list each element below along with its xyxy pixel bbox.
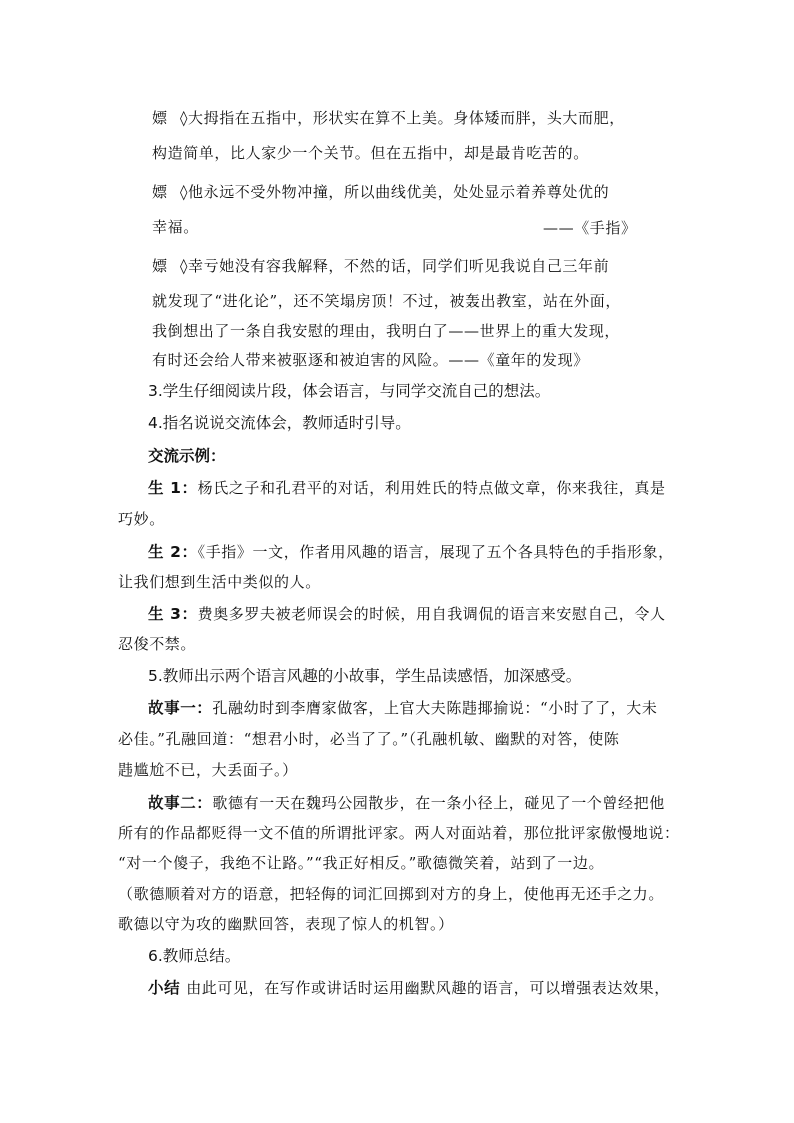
quote-line: 有时还会给人带来被驱逐和被迫害的风险。——《童年的发现》 <box>152 351 589 369</box>
student-label: 生 2： <box>148 543 198 561</box>
quote-marker: 嫖 <box>152 257 168 275</box>
story-1-cont: 必佳。”孔融回道：“想君小时，必当了了。”（孔融机敏、幽默的对答，使陈 <box>118 730 620 748</box>
quote-line: 嫖 ◊他永远不受外物冲撞，所以曲线优美，处处显示着养尊处优的 <box>152 183 610 201</box>
student-label: 生 3： <box>148 605 198 623</box>
quote-line: 我倒想出了一条自我安慰的理由，我明白了——世界上的重大发现， <box>152 322 621 340</box>
step-4: 4.指名说说交流体会，教师适时引导。 <box>148 414 411 432</box>
student-answer: 生 3：费奥多罗夫被老师误会的时候，用自我调侃的语言来安慰自己，令人 <box>148 605 666 623</box>
story-2-cont: 所有的作品都贬得一文不值的所谓批评家。两人对面站着，那位批评家傲慢地说： <box>118 824 680 842</box>
student-label: 生 1： <box>148 479 198 497</box>
quote-source: ——《手指》 <box>543 219 637 237</box>
step-5: 5.教师出示两个语言风趣的小故事，学生品读感悟，加深感受。 <box>148 667 582 685</box>
quote-line: 嫖 ◊大拇指在五指中，形状实在算不上美。身体矮而胖，头大而肥， <box>152 109 625 127</box>
story-1-cont: 韪尴尬不已，大丢面子。） <box>118 761 298 779</box>
quote-marker: 嫖 <box>152 109 168 127</box>
student-answer: 生 1：杨氏之子和孔君平的对话，利用姓氏的特点做文章，你来我往，真是 <box>148 479 666 497</box>
quote-marker: 嫖 <box>152 183 168 201</box>
story-2-cont: 歌德以守为攻的幽默回答，表现了惊人的机智。） <box>118 915 454 933</box>
student-answer-cont: 巧妙。 <box>118 510 165 528</box>
summary: 小结 由此可见，在写作或讲话时运用幽默风趣的语言，可以增强表达效果， <box>148 979 670 997</box>
student-answer: 生 2：《手指》一文，作者用风趣的语言，展现了五个各具特色的手指形象， <box>148 543 674 561</box>
story-1: 故事一：孔融幼时到李膺家做客，上官大夫陈韪揶揄说：“小时了了，大未 <box>148 699 658 717</box>
student-answer-cont: 忍俊不禁。 <box>118 635 197 653</box>
quote-line: 幸福。 <box>152 218 199 236</box>
student-answer-cont: 让我们想到生活中类似的人。 <box>118 573 321 591</box>
quote-line: 嫖 ◊幸亏她没有容我解释，不然的话，同学们听见我说自己三年前 <box>152 257 610 275</box>
step-6: 6.教师总结。 <box>148 947 241 965</box>
example-heading: 交流示例： <box>148 447 226 465</box>
story-2-cont: （歌德顺着对方的语意，把轻侮的词汇回掷到对方的身上，使他再无还手之力。 <box>118 885 665 903</box>
quote-line: 构造简单，比人家少一个关节。但在五指中，却是最肯吃苦的。 <box>152 144 589 162</box>
step-3: 3.学生仔细阅读片段，体会语言，与同学交流自己的想法。 <box>148 382 551 400</box>
story-label: 故事一： <box>148 699 213 717</box>
quote-line: 就发现了“进化论”，还不笑塌房顶！不过，被轰出教室，站在外面， <box>152 292 621 310</box>
summary-label: 小结 <box>148 979 181 997</box>
story-2: 故事二：歌德有一天在魏玛公园散步，在一条小径上，碰见了一个曾经把他 <box>148 794 665 812</box>
story-2-cont: “对一个傻子，我绝不让路。”“我正好相反。”歌德微笑着，站到了一边。 <box>118 854 605 872</box>
story-label: 故事二： <box>148 794 213 812</box>
